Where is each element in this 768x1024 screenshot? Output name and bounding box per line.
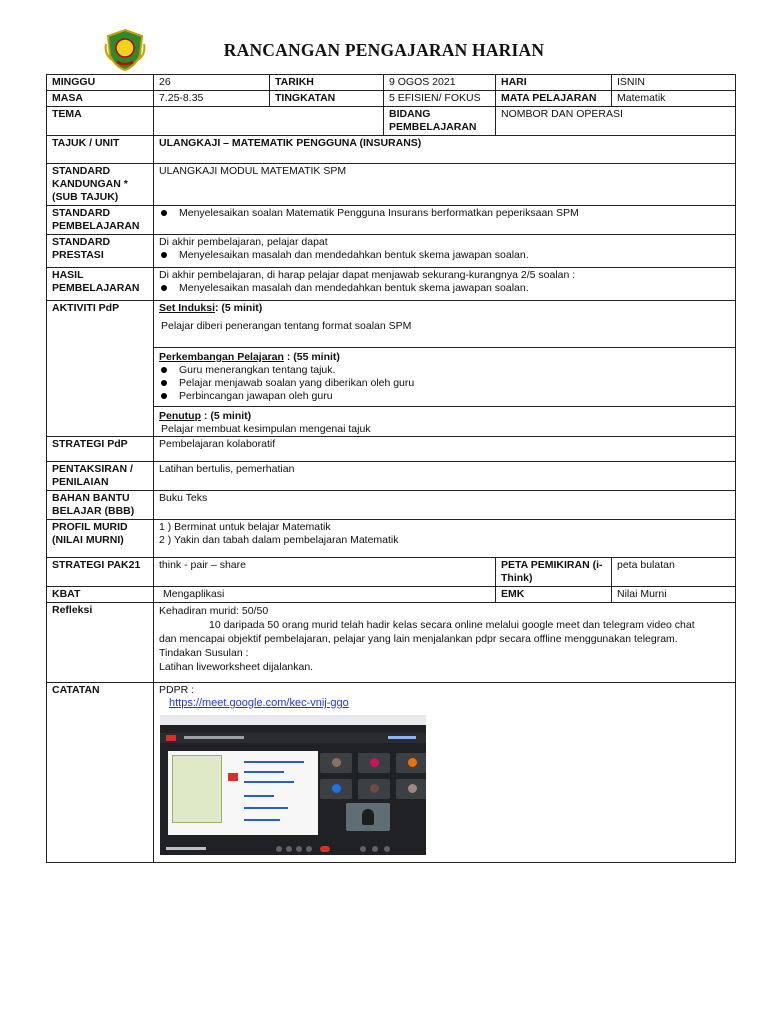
refleksi-value: [154, 603, 736, 683]
table-row: [47, 301, 736, 437]
bbb-value: Buku Teks: [154, 491, 736, 520]
pdpr-label: PDPR :: [159, 684, 195, 696]
meet-link[interactable]: https://meet.google.com/kec-vnij-ggo: [169, 697, 349, 709]
tema-value: [154, 107, 384, 136]
table-row: [47, 558, 736, 587]
masa-label: MASA: [47, 91, 154, 107]
catatan-value: [154, 683, 736, 863]
bidang-value: NOMBOR DAN OPERASI: [496, 107, 736, 136]
strategi-value: Pembelajaran kolaboratif: [154, 437, 736, 462]
peta-value: peta bulatan: [612, 558, 736, 587]
catatan-label: CATATAN: [47, 683, 154, 863]
intro-text: Di akhir pembelajaran, pelajar dapat: [159, 236, 328, 248]
perkembangan-item: Pelajar menjawab soalan yang diberikan oleh guru: [179, 377, 415, 389]
hari-label: HARI: [496, 75, 612, 91]
table-row: [47, 587, 736, 603]
kbat-label: KBAT: [47, 587, 154, 603]
standard-kandungan-value: ULANGKAJI MODUL MATEMATIK SPM: [154, 164, 736, 206]
table-row: [47, 75, 736, 91]
refleksi-line: 10 daripada 50 orang murid telah hadir kelas secara online melalui google meet dan telegram video chat: [209, 619, 695, 631]
bullet-icon: [161, 380, 167, 386]
peta-label: PETA PEMIKIRAN (i-Think): [496, 558, 612, 587]
refleksi-label: Refleksi: [47, 603, 154, 683]
penutup-text: Pelajar membuat kesimpulan mengenai tajuk: [161, 423, 371, 435]
table-row: [47, 462, 736, 491]
emk-label: EMK: [496, 587, 612, 603]
set-induksi-text: Pelajar diberi penerangan tentang format soalan SPM: [161, 320, 412, 332]
table-row: [47, 206, 736, 235]
bullet-text: Menyelesaikan masalah dan mendedahkan bentuk skema jawapan soalan.: [179, 282, 529, 294]
perkembangan-time: : (55 minit): [283, 351, 340, 363]
perkembangan-item: Perbincangan jawapan oleh guru: [179, 390, 333, 402]
profil-item: 2 ) Yakin dan tabah dalam pembelajaran Matematik: [159, 534, 399, 546]
bullet-icon: [161, 252, 167, 258]
standard-kandungan-label: STANDARD KANDUNGAN *(SUB TAJUK): [47, 164, 154, 206]
refleksi-line: dan mencapai objektif pembelajaran, pelajar yang lain menjalankan pdpr secara offline menggunakan telegram.: [159, 633, 678, 645]
standard-prestasi-value: [154, 235, 736, 268]
table-row: [47, 235, 736, 268]
table-row: [47, 491, 736, 520]
penutup-time: : (5 minit): [201, 410, 252, 422]
mata-pelajaran-label: MATA PELAJARAN: [496, 91, 612, 107]
intro-text: Di akhir pembelajaran, di harap pelajar dapat menjawab sekurang-kurangnya 2/5 soalan :: [159, 269, 576, 281]
page-title: RANCANGAN PENGAJARAN HARIAN: [223, 40, 545, 60]
table-row: [47, 520, 736, 558]
bullet-icon: [161, 210, 167, 216]
bullet-icon: [161, 367, 167, 373]
tindakan-text: Tindakan Susulan :: [159, 647, 249, 659]
table-row: [47, 268, 736, 301]
standard-pembelajaran-label: STANDARD PEMBELAJARAN: [47, 206, 154, 235]
minggu-value: 26: [154, 75, 270, 91]
bullet-icon: [161, 285, 167, 291]
table-row: [47, 164, 736, 206]
pak21-value: think - pair – share: [154, 558, 496, 587]
profil-label: PROFIL MURID (NILAI MURNI): [47, 520, 154, 558]
bbb-label: BAHAN BANTU BELAJAR (BBB): [47, 491, 154, 520]
perkembangan-item: Guru menerangkan tentang tajuk.: [179, 364, 336, 376]
profil-value: [154, 520, 736, 558]
bullet-icon: [161, 393, 167, 399]
kehadiran-text: Kehadiran murid: 50/50: [159, 605, 269, 617]
tema-label: TEMA: [47, 107, 154, 136]
table-row: [47, 136, 736, 164]
table-row: [47, 603, 736, 683]
hasil-label: HASIL PEMBELAJARAN: [47, 268, 154, 301]
table-row: [47, 91, 736, 107]
bullet-text: Menyelesaikan masalah dan mendedahkan bentuk skema jawapan soalan.: [179, 249, 529, 261]
tingkatan-value: 5 EFISIEN/ FOKUS: [384, 91, 496, 107]
participant-camera: [346, 803, 390, 831]
strategi-label: STRATEGI PdP: [47, 437, 154, 462]
kbat-value: Mengaplikasi: [154, 587, 496, 603]
aktiviti-value: [154, 301, 736, 437]
shared-slide: [168, 751, 318, 835]
tingkatan-label: TINGKATAN: [270, 91, 384, 107]
standard-pembelajaran-value: [154, 206, 736, 235]
masa-value: 7.25-8.35: [154, 91, 270, 107]
standard-prestasi-label: STANDARD PRESTASI: [47, 235, 154, 268]
minggu-label: MINGGU: [47, 75, 154, 91]
table-row: [47, 437, 736, 462]
pentaksiran-label: PENTAKSIRAN / PENILAIAN: [47, 462, 154, 491]
set-induksi-heading: Set Induksi: [159, 302, 216, 314]
mata-pelajaran-value: Matematik: [612, 91, 736, 107]
pentaksiran-value: Latihan bertulis, pemerhatian: [154, 462, 736, 491]
set-induksi-time: : (5 minit): [215, 302, 263, 314]
bidang-label: BIDANG PEMBELAJARAN: [384, 107, 496, 136]
google-meet-screenshot: [160, 715, 426, 855]
tajuk-label: TAJUK / UNIT: [47, 136, 154, 164]
tajuk-value: ULANGKAJI – MATEMATIK PENGGUNA (INSURANS): [154, 136, 736, 164]
bullet-text: Menyelesaikan soalan Matematik Pengguna Insurans berformatkan peperiksaan SPM: [179, 207, 579, 219]
emk-value: Nilai Murni: [612, 587, 736, 603]
tarikh-value: 9 OGOS 2021: [384, 75, 496, 91]
aktiviti-label: AKTIVITI PdP: [47, 301, 154, 437]
perkembangan-heading: Perkembangan Pelajaran: [159, 351, 284, 363]
penutup-heading: Penutup: [159, 410, 201, 422]
table-row: [47, 683, 736, 863]
hari-value: ISNIN: [612, 75, 736, 91]
tarikh-label: TARIKH: [270, 75, 384, 91]
lesson-plan-table: [46, 74, 736, 863]
pak21-label: STRATEGI PAK21: [47, 558, 154, 587]
hasil-value: [154, 268, 736, 301]
table-row: [47, 107, 736, 136]
profil-item: 1 ) Berminat untuk belajar Matematik: [159, 521, 331, 533]
latihan-text: Latihan liveworksheet dijalankan.: [159, 661, 314, 673]
